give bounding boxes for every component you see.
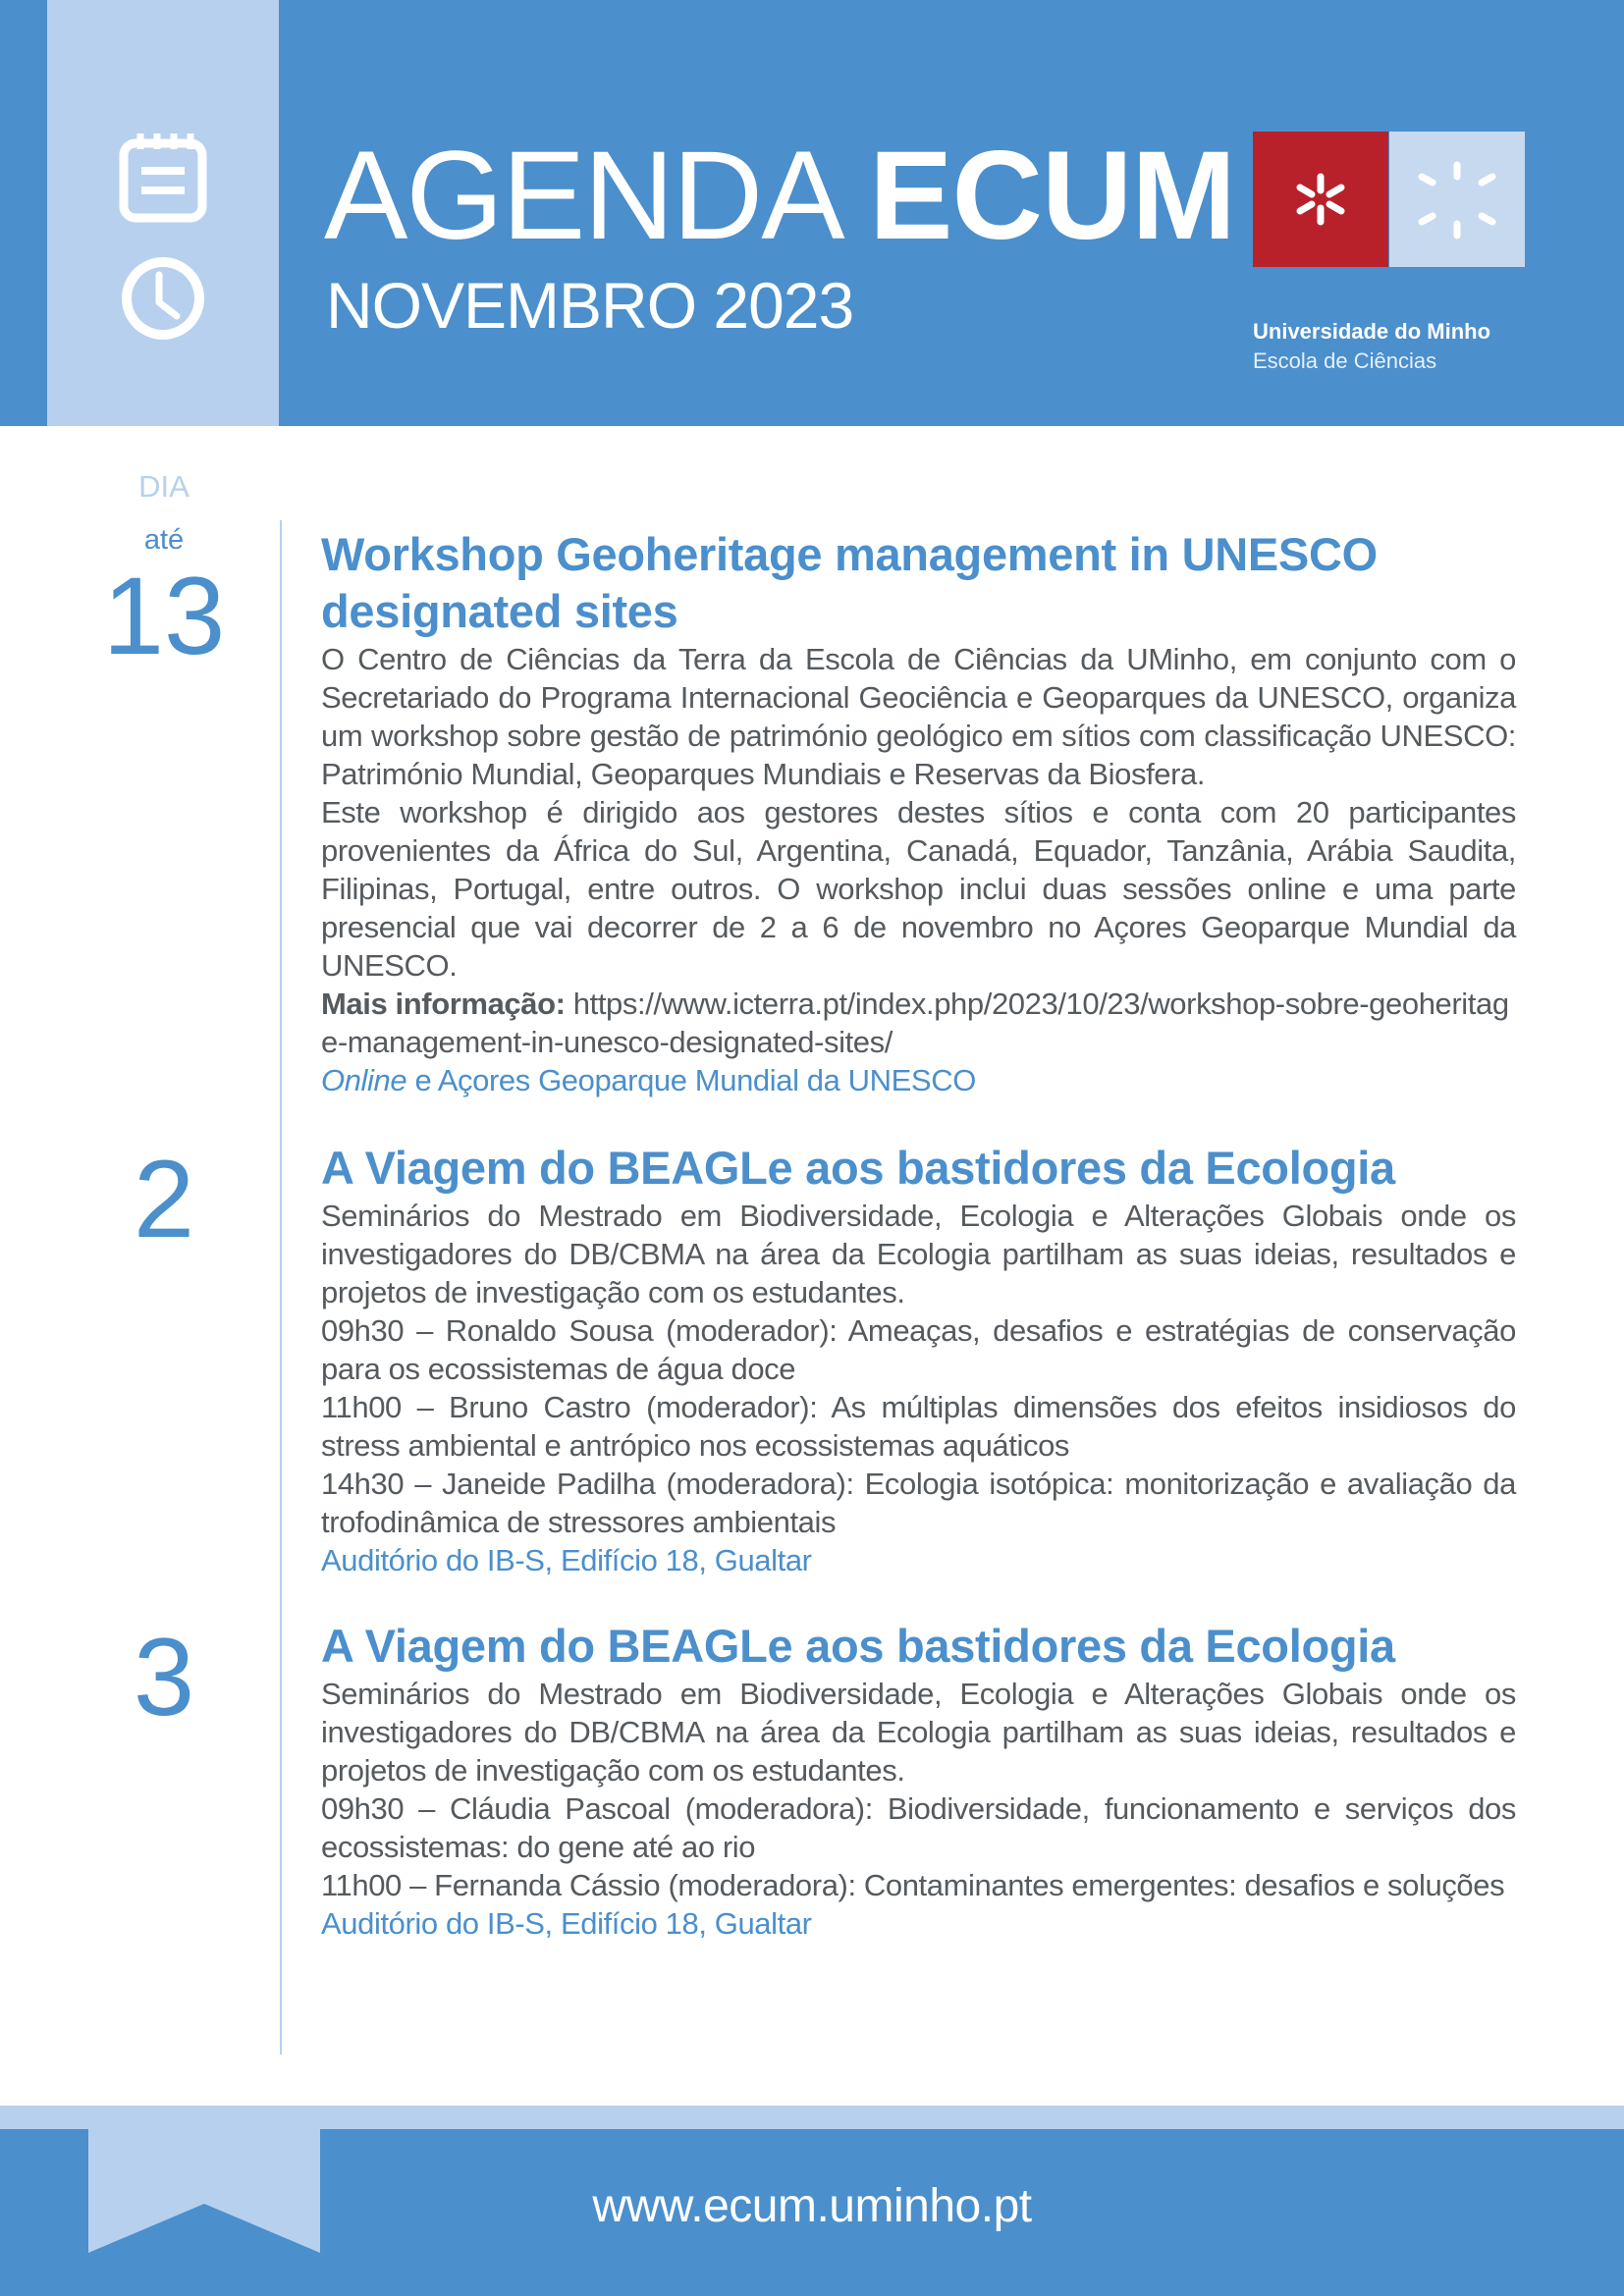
more-info-label: Mais informação: [321, 987, 566, 1021]
title-agenda: AGENDA [324, 126, 837, 266]
school-name: Escola de Ciências [1253, 348, 1437, 373]
event-description: Seminários do Mestrado em Biodiversidade, Ecologia e Alterações Globais onde os investigadores do DB/CBMA na área da Ecologia partilham as suas ideias, resultados e projetos de investigação com os estudantes. [321, 1677, 1516, 1788]
more-info-link[interactable]: https://www.icterra.pt/index.php/2023/10/23/workshop-sobre-geoheritage-management-in-unesco-designated-sites/ [321, 987, 1509, 1059]
event-session: 14h30 – Janeide Padilha (moderadora): Ecologia isotópica: monitorização e avaliação da trofodinâmica de stressores ambientais [321, 1467, 1516, 1539]
event-location: Auditório do IB-S, Edifício 18, Gualtar [321, 1906, 812, 1941]
event-title: Workshop Geoheritage management in UNESCO designated sites [321, 528, 1378, 637]
event-location: Auditório do IB-S, Edifício 18, Gualtar [321, 1543, 812, 1577]
event-session: 09h30 – Cláudia Pascoal (moderadora): Biodiversidade, funcionamento e serviços dos ecossistemas: do gene até ao rio [321, 1791, 1516, 1864]
universidade-do-minho-logo [1253, 132, 1525, 267]
event-day-number: 3 [133, 1616, 195, 1738]
event-description: Este workshop é dirigido aos gestores destes sítios e conta com 20 participantes provenientes da África do Sul, Argentina, Canadá, Equador, Tanzânia, Arábia Saudita, Filipinas, Portugal, entre outros. O workshop inclui duas sessões online e uma parte presencial que vai decorrer de 2 a 6 de novembro no Açores Geoparque Mundial da UNESCO. [321, 795, 1516, 983]
university-name: Universidade do Minho [1253, 319, 1491, 344]
day-column-header: DIA [138, 469, 189, 504]
event-session: 09h30 – Ronaldo Sousa (moderador): Ameaças, desafios e estratégias de conservação para os ecossistemas de água doce [321, 1313, 1516, 1386]
location-online: Online [321, 1063, 407, 1097]
page-title [324, 126, 1235, 266]
page-subtitle: NOVEMBRO 2023 [326, 269, 854, 342]
event-item [321, 526, 1516, 1099]
event-title: A Viagem do BEAGLe aos bastidores da Ecologia [321, 1620, 1395, 1672]
footer-website-link[interactable]: www.ecum.uminho.pt [592, 2180, 1032, 2232]
event-session: 11h00 – Fernanda Cássio (moderadora): Contaminantes emergentes: desafios e soluções [321, 1868, 1505, 1902]
event-item [321, 1140, 1516, 1579]
event-title: A Viagem do BEAGLe aos bastidores da Ecologia [321, 1142, 1395, 1194]
event-session: 11h00 – Bruno Castro (moderador): As múltiplas dimensões dos efeitos insidiosos do stress ambiental e antrópico nos ecossistemas aquáticos [321, 1390, 1516, 1463]
event-location [321, 1061, 1516, 1099]
event-day-prefix: até [143, 524, 185, 556]
title-ecum: ECUM [869, 126, 1235, 266]
event-day-number: 2 [133, 1138, 195, 1260]
event-more-info [321, 985, 1516, 1061]
event-description: O Centro de Ciências da Terra da Escola de Ciências da UMinho, em conjunto com o Secretariado do Programa Internacional Geociência e Geoparques da UNESCO, organiza um workshop sobre gestão de património geológico em sítios com classificação UNESCO: Património Mundial, Geoparques Mundiais e Reservas da Biosfera. [321, 642, 1516, 791]
calendar-notepad-icon [116, 130, 210, 224]
location-text: e Açores Geoparque Mundial da UNESCO [414, 1063, 976, 1097]
clock-icon [116, 251, 210, 346]
event-description: Seminários do Mestrado em Biodiversidade, Ecologia e Alterações Globais onde os investigadores do DB/CBMA na área da Ecologia partilham as suas ideias, resultados e projetos de investigação com os estudantes. [321, 1199, 1516, 1309]
event-item [321, 1618, 1516, 1943]
event-day-number: 13 [102, 555, 226, 677]
timeline-divider [280, 520, 282, 2055]
